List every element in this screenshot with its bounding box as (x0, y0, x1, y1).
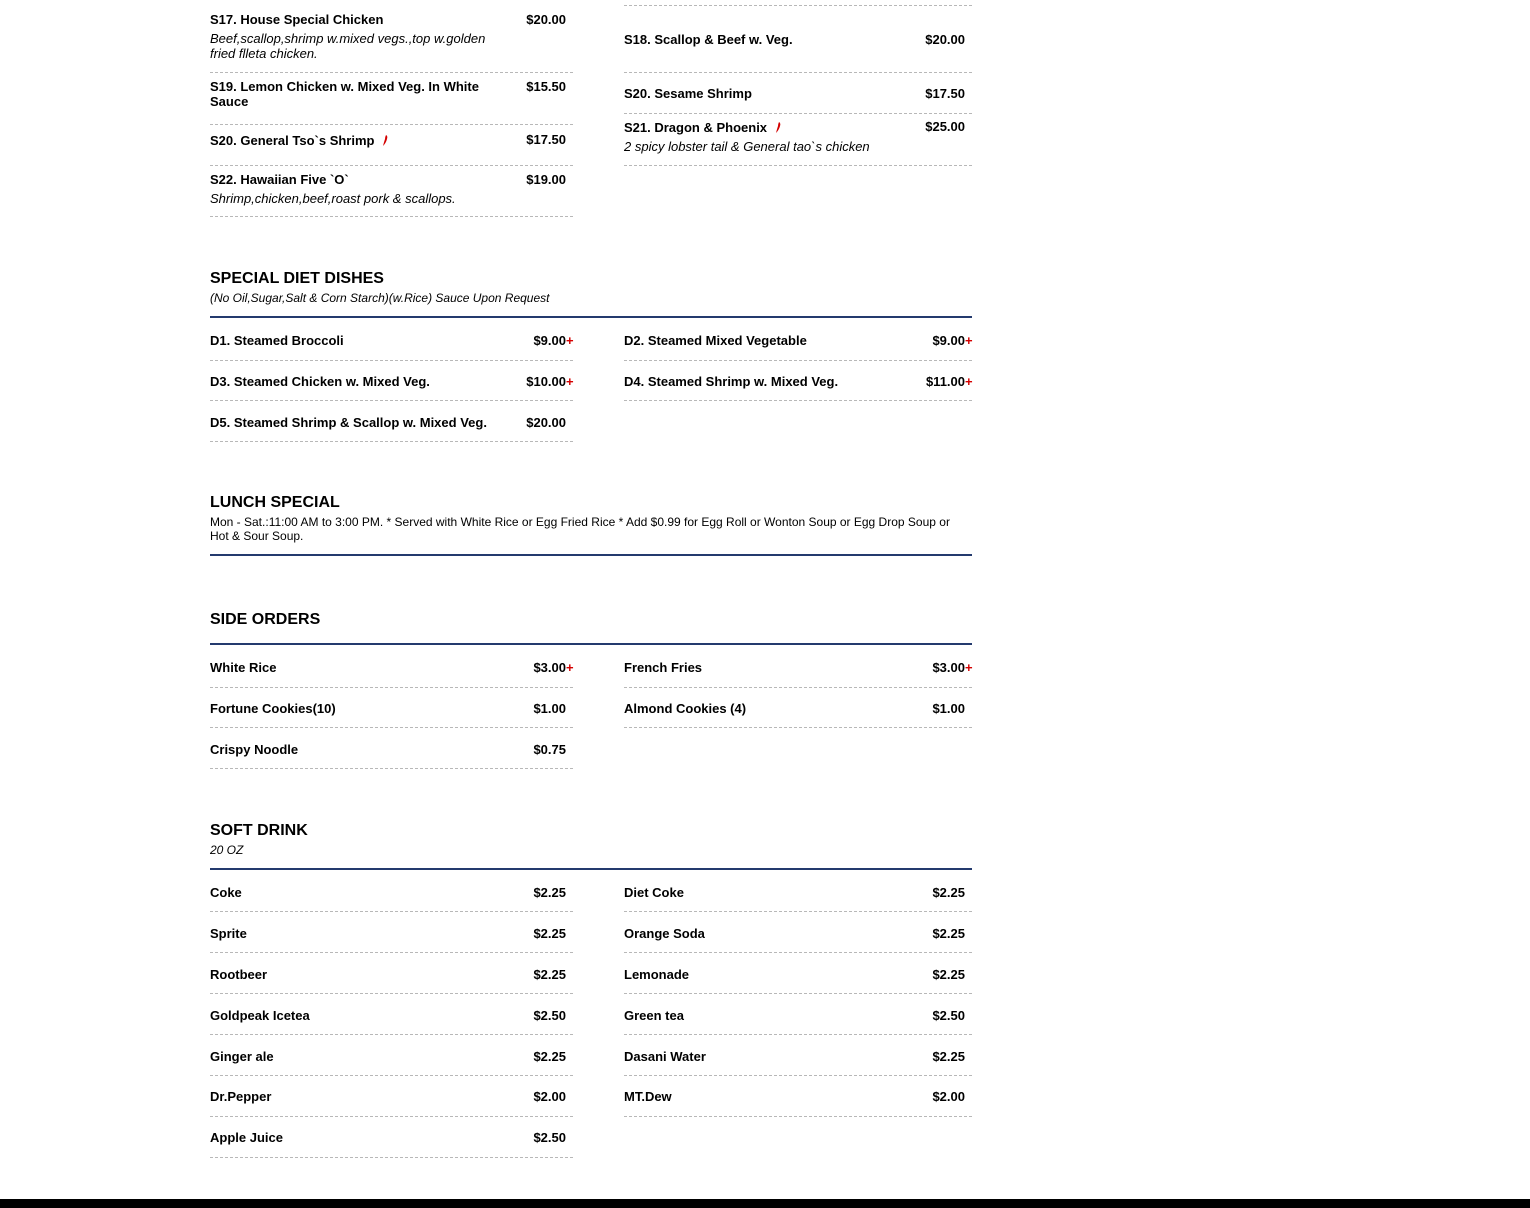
item-price: $2.25 (932, 1049, 965, 1064)
item-price: $20.00 (925, 32, 965, 47)
item-price: $2.25 (932, 885, 965, 900)
plus-marker: + (965, 333, 973, 348)
item-name: White Rice (210, 660, 277, 675)
section-title: SIDE ORDERS (210, 611, 321, 628)
item-price: $2.25 (932, 926, 965, 941)
item-price: $2.50 (533, 1008, 566, 1023)
item-name: S17. House Special Chicken (210, 12, 384, 27)
item-price: $17.50 (925, 86, 965, 101)
item-description: 2 spicy lobster tail & General tao`s chicken (624, 139, 870, 154)
section-title: SOFT DRINK (210, 822, 308, 839)
divider (210, 400, 573, 401)
plus-marker: + (566, 660, 574, 675)
item-price: $2.00 (932, 1089, 965, 1104)
item-description: Beef,scallop,shrimp w.mixed vegs.,top w.golden fried flleta chicken. (210, 31, 486, 61)
item-name: Diet Coke (624, 885, 684, 900)
item-price: $2.25 (533, 885, 566, 900)
item-name: Ginger ale (210, 1049, 274, 1064)
divider (210, 216, 573, 217)
divider (210, 124, 573, 125)
section-subtitle: Mon - Sat.:11:00 AM to 3:00 PM. * Served with White Rice or Egg Fried Rice * Add $0.99 for Egg Roll or Wonton Soup or Egg Drop Soup or Hot & Sour Soup. (210, 515, 950, 543)
item-name: S22. Hawaiian Five `O` (210, 172, 349, 187)
item-name: Green tea (624, 1008, 684, 1023)
item-price: $20.00 (526, 415, 566, 430)
item-price: $25.00 (925, 119, 965, 134)
divider (624, 687, 972, 688)
item-price: $3.00 (533, 660, 566, 675)
divider (210, 441, 573, 442)
item-price: $2.00 (533, 1089, 566, 1104)
item-price: $9.00 (533, 333, 566, 348)
item-name: S18. Scallop & Beef w. Veg. (624, 32, 793, 47)
section-title: LUNCH SPECIAL (210, 494, 340, 511)
item-price: $3.00 (932, 660, 965, 675)
divider (624, 5, 972, 6)
item-name: D1. Steamed Broccoli (210, 333, 344, 348)
item-name: Lemonade (624, 967, 690, 982)
divider (624, 911, 972, 912)
divider (210, 727, 573, 728)
plus-marker: + (566, 374, 574, 389)
section-subtitle: (No Oil,Sugar,Salt & Corn Starch)(w.Rice) Sauce Upon Request (210, 291, 550, 305)
item-name-row (210, 133, 510, 148)
item-price: $19.00 (526, 172, 566, 187)
section-title: SPECIAL DIET DISHES (210, 270, 384, 287)
chili-pepper-icon (775, 122, 782, 133)
divider (624, 993, 972, 994)
divider (210, 1116, 573, 1117)
item-price: $17.50 (526, 132, 566, 147)
item-name: French Fries (624, 660, 703, 675)
divider (624, 400, 972, 401)
item-price: $15.50 (526, 79, 566, 94)
item-name: S20. Sesame Shrimp (624, 86, 752, 101)
item-name: S21. Dragon & Phoenix (624, 120, 768, 135)
divider (624, 1116, 972, 1117)
section-rule (210, 316, 972, 318)
item-name: Rootbeer (210, 967, 268, 982)
section-rule (210, 868, 972, 870)
divider (624, 113, 972, 114)
item-name: Fortune Cookies(10) (210, 701, 336, 716)
item-price: $1.00 (932, 701, 965, 716)
item-name: Almond Cookies (4) (624, 701, 747, 716)
divider (624, 360, 972, 361)
chili-pepper-icon (382, 135, 389, 146)
item-name: D2. Steamed Mixed Vegetable (624, 333, 807, 348)
plus-marker: + (965, 374, 973, 389)
divider (210, 1075, 573, 1076)
item-name: Goldpeak Icetea (210, 1008, 310, 1023)
footer-bar (0, 1199, 1530, 1208)
divider (210, 72, 573, 73)
divider (624, 1034, 972, 1035)
item-name: Orange Soda (624, 926, 705, 941)
divider (210, 768, 573, 769)
item-name: Dr.Pepper (210, 1089, 272, 1104)
plus-marker: + (965, 660, 973, 675)
divider (210, 165, 573, 166)
item-price: $2.50 (533, 1130, 566, 1145)
section-subtitle: 20 OZ (210, 843, 244, 857)
divider (210, 1034, 573, 1035)
item-name: Dasani Water (624, 1049, 706, 1064)
item-price: $9.00 (932, 333, 965, 348)
divider (624, 72, 972, 73)
item-price: $20.00 (526, 12, 566, 27)
section-rule (210, 554, 972, 556)
divider (210, 952, 573, 953)
divider (210, 993, 573, 994)
divider (624, 952, 972, 953)
item-name: D4. Steamed Shrimp w. Mixed Veg. (624, 374, 839, 389)
item-price: $2.25 (533, 967, 566, 982)
item-name: Apple Juice (210, 1130, 283, 1145)
item-name: MT.Dew (624, 1089, 672, 1104)
item-price: $1.00 (533, 701, 566, 716)
item-description: Shrimp,chicken,beef,roast pork & scallops. (210, 191, 456, 206)
item-price: $0.75 (533, 742, 566, 757)
item-price: $11.00 (925, 374, 965, 389)
item-price: $2.25 (932, 967, 965, 982)
item-name: S20. General Tso`s Shrimp (210, 133, 375, 148)
divider (624, 1075, 972, 1076)
plus-marker: + (566, 333, 574, 348)
divider (210, 687, 573, 688)
item-price: $10.00 (526, 374, 566, 389)
divider (624, 727, 972, 728)
item-name: D3. Steamed Chicken w. Mixed Veg. (210, 374, 430, 389)
divider (210, 1157, 573, 1158)
item-name: D5. Steamed Shrimp & Scallop w. Mixed Veg. (210, 415, 487, 430)
item-name: Sprite (210, 926, 247, 941)
item-name: Crispy Noodle (210, 742, 299, 757)
section-rule (210, 643, 972, 645)
item-price: $2.25 (533, 1049, 566, 1064)
item-name-row (624, 120, 904, 135)
item-price: $2.25 (533, 926, 566, 941)
item-name: S19. Lemon Chicken w. Mixed Veg. In White Sauce (210, 79, 479, 109)
item-price: $2.50 (932, 1008, 965, 1023)
divider (210, 911, 573, 912)
divider (210, 360, 573, 361)
divider (624, 165, 972, 166)
item-name: Coke (210, 885, 242, 900)
